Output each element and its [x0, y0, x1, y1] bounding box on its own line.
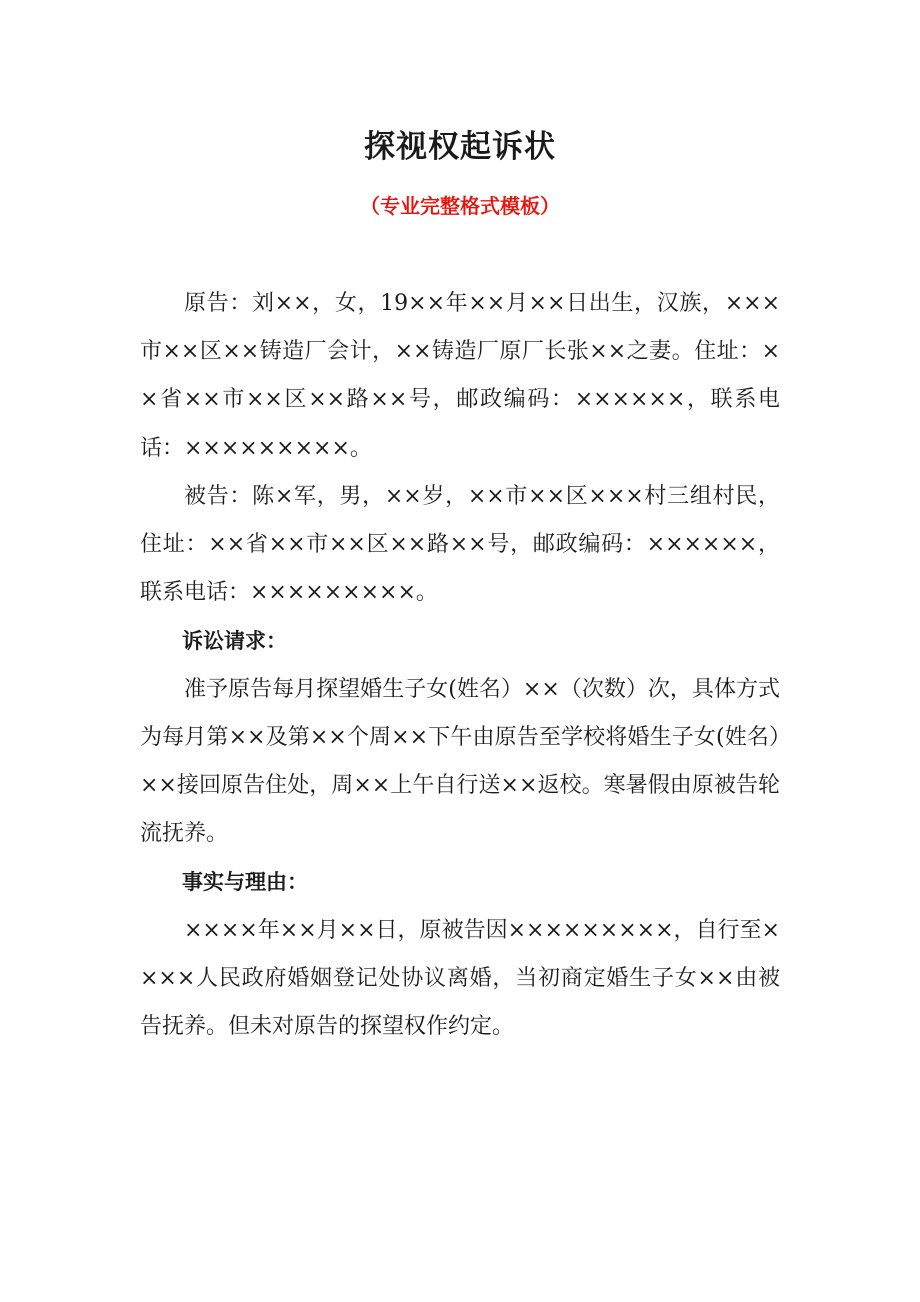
document-body — [140, 280, 780, 1051]
document-title: 探视权起诉状 — [364, 129, 556, 165]
defendant-paragraph: 被告：陈×军，男，××岁，××市××区×××村三组村民，住址：××省××市××区××路××号，邮政编码：××××××，联系电话：×××××××××。 — [140, 483, 780, 606]
document-subtitle: （专业完整格式模板） — [360, 194, 560, 218]
claims-paragraph: 准予原告每月探望婚生子女(姓名）××（次数）次，具体方式为每月第××及第××个周××下午由原告至学校将婚生子女(姓名）××接回原告住处，周××上午自行送××返校。寒暑假由原被告轮流抚养。 — [140, 676, 780, 847]
plaintiff-paragraph: 原告：刘××，女，19××年××月××日出生，汉族，×××市××区××铸造厂会计，××铸造厂原厂长张××之妻。住址：××省××市××区××路××号，邮政编码：××××××，联系电话：×××××××××。 — [140, 291, 780, 461]
facts-heading: 事实与理由： — [182, 870, 308, 895]
facts-paragraph: ××××年××月××日，原被告因×××××××××，自行至××××人民政府婚姻登记处协议离婚，当初商定婚生子女××由被告抚养。但未对原告的探望权作约定。 — [140, 917, 780, 1040]
claims-heading: 诉讼请求： — [182, 629, 287, 654]
